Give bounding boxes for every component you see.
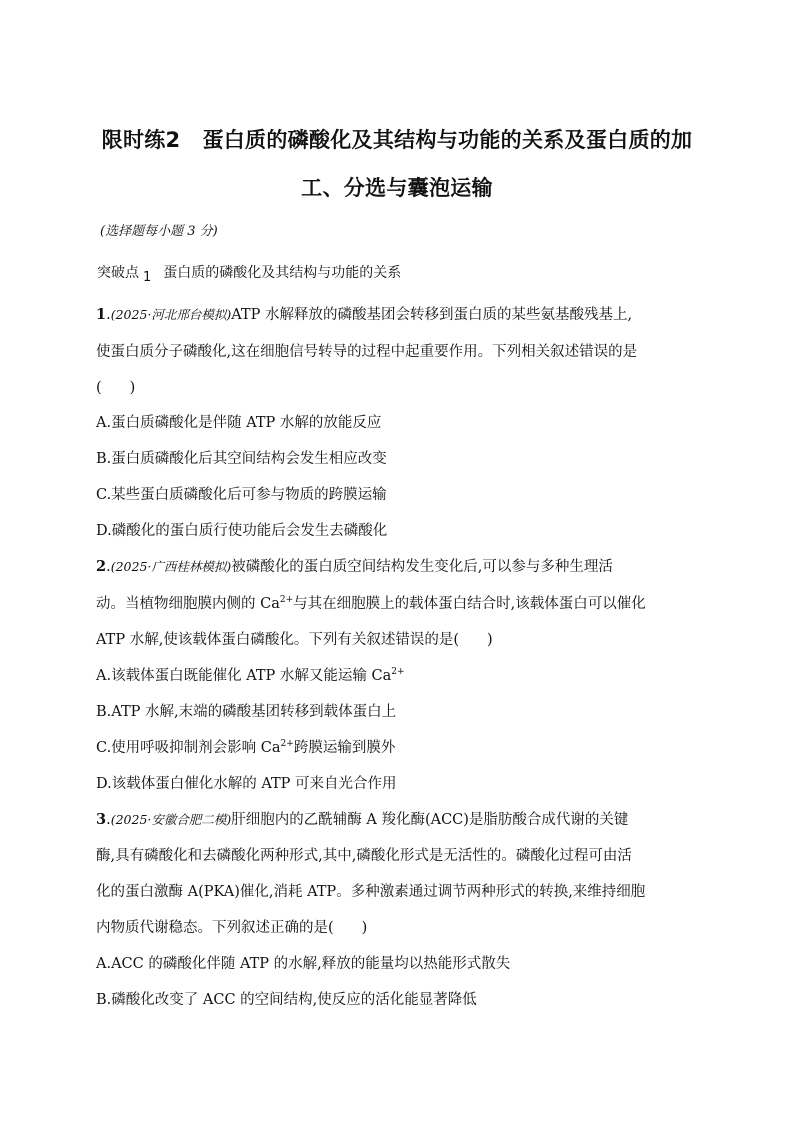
- question-2-stem-line-1: 2.(2025·广西桂林模拟)被磷酸化的蛋白质空间结构发生变化后,可以参与多种生理活: [96, 558, 613, 575]
- question-number: 1: [96, 306, 107, 323]
- question-1-stem-line-1: 1.(2025·河北邢台模拟)ATP 水解释放的磷酸基团会转移到蛋白质的某些氨基酸残基上,: [96, 306, 633, 323]
- scoring-note: (选择题每小题 3 分): [100, 224, 218, 239]
- title-text: 蛋白质的磷酸化及其结构与功能的关系及蛋白质的加: [202, 128, 693, 152]
- question-source: (2025·河北邢台模拟): [110, 307, 232, 322]
- section-label: 突破点: [97, 265, 139, 281]
- question-text: 被磷酸化的蛋白质空间结构发生变化后,可以参与多种生理活: [231, 559, 613, 575]
- question-source: (2025·广西桂林模拟): [110, 559, 232, 574]
- option-d: D.该载体蛋白催化水解的 ATP 可来自光合作用: [96, 776, 397, 792]
- option-a: A.蛋白质磷酸化是伴随 ATP 水解的放能反应: [96, 415, 382, 431]
- question-source: (2025·安徽合肥二模): [110, 812, 232, 827]
- option-c: C.使用呼吸抑制剂会影响 $Ca^{2+}$跨膜运输到膜外: [96, 739, 396, 756]
- page-title-line-2: 工、分选与囊泡运输: [301, 176, 493, 200]
- question-number: 3: [96, 811, 107, 828]
- option-b: B.ATP 水解,末端的磷酸基团转移到载体蛋白上: [96, 704, 397, 720]
- option-c: C.某些蛋白质磷酸化后可参与物质的跨膜运输: [96, 487, 387, 503]
- section-heading: [97, 262, 402, 285]
- question-1-stem-line-2: 使蛋白质分子磷酸化,这在细胞信号转导的过程中起重要作用。下列相关叙述错误的是: [96, 344, 638, 360]
- question-3-stem-line-4: 内物质代谢稳态。下列叙述正确的是( ): [96, 920, 368, 936]
- answer-blank: ( ): [96, 380, 136, 396]
- question-2-stem-line-3: ATP 水解,使该载体蛋白磷酸化。下列有关叙述错误的是( ): [96, 632, 493, 648]
- question-3-stem-line-3: 化的蛋白激酶 A(PKA)催化,消耗 ATP。多种激素通过调节两种形式的转换,来维持细胞: [96, 884, 646, 900]
- page-title-line-1: [0, 124, 794, 154]
- section-title: 蛋白质的磷酸化及其结构与功能的关系: [163, 265, 402, 281]
- option-d: D.磷酸化的蛋白质行使功能后会发生去磷酸化: [96, 523, 388, 539]
- title-label: 限时练2: [101, 128, 181, 152]
- option-a: A.ACC 的磷酸化伴随 ATP 的水解,释放的能量均以热能形式散失: [96, 956, 511, 972]
- question-text: 肝细胞内的乙酰辅酶 A 羧化酶(ACC)是脂肪酸合成代谢的关键: [231, 812, 629, 828]
- option-a: A.该载体蛋白既能催化 ATP 水解又能运输 $Ca^{2+}$: [96, 667, 405, 684]
- section-number: 1: [143, 270, 152, 285]
- option-b: B.蛋白质磷酸化后其空间结构会发生相应改变: [96, 451, 387, 467]
- option-b: B.磷酸化改变了 ACC 的空间结构,使反应的活化能显著降低: [96, 992, 477, 1008]
- question-number: 2: [96, 558, 107, 575]
- question-3-stem-line-1: 3.(2025·安徽合肥二模)肝细胞内的乙酰辅酶 A 羧化酶(ACC)是脂肪酸合成代谢的关键: [96, 811, 629, 828]
- question-text: ATP 水解释放的磷酸基团会转移到蛋白质的某些氨基酸残基上,: [231, 307, 633, 323]
- question-2-stem-line-2: 动。当植物细胞膜内侧的 $Ca^{2+}$与其在细胞膜上的载体蛋白结合时,该载体蛋白可以催化: [96, 595, 646, 612]
- question-3-stem-line-2: 酶,具有磷酸化和去磷酸化两种形式,其中,磷酸化形式是无活性的。磷酸化过程可由活: [96, 848, 632, 864]
